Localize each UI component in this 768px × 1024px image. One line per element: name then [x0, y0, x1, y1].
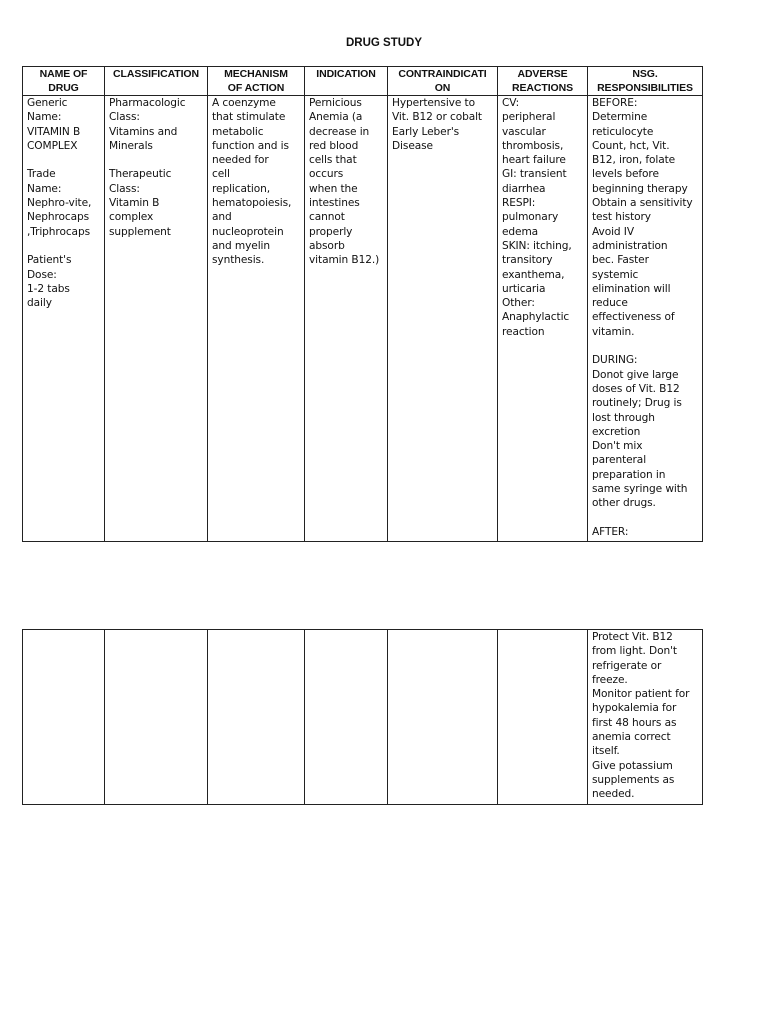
table-row — [23, 96, 703, 542]
cell-empty — [305, 630, 388, 805]
cell-nsg-responsibilities: BEFORE: Determine reticulocyte Count, hct, Vit. B12, iron, folate levels before beginning therapy Obtain a sensitivity test history Avoid IV administration bec. Faster systemic elimination will reduce effectiveness of vitamin. DURING: Donot give large doses of Vit. B12 routinely; Drug is lost through excretion Don't mix parenteral preparation in same syringe with other drugs. AFTER: — [588, 96, 703, 542]
page-title: DRUG STUDY — [345, 37, 423, 49]
cell-empty — [23, 630, 105, 805]
cell-empty — [388, 630, 498, 805]
header-indication: INDICATION — [305, 67, 388, 96]
cell-name-of-drug: Generic Name: VITAMIN B COMPLEX Trade Name: Nephro-vite, Nephrocaps ,Triphrocaps Patient's Dose: 1-2 tabs daily — [23, 96, 105, 542]
header-contraindication: CONTRAINDICATI ON — [388, 67, 498, 96]
header-row — [23, 67, 703, 96]
header-adverse-reactions: ADVERSE REACTIONS — [498, 67, 588, 96]
cell-adverse-reactions: CV: peripheral vascular thrombosis, heart failure GI: transient diarrhea RESPI: pulmonary edema SKIN: itching, transitory exanthema, urticaria Other: Anaphylactic reaction — [498, 96, 588, 542]
header-nsg-responsibilities: NSG. RESPONSIBILITIES — [588, 67, 703, 96]
cell-classification: Pharmacologic Class: Vitamins and Minerals Therapeutic Class: Vitamin B complex supplement — [105, 96, 208, 542]
table-row — [23, 630, 703, 805]
cell-empty — [498, 630, 588, 805]
cell-nsg-responsibilities-after: Protect Vit. B12 from light. Don't refrigerate or freeze. Monitor patient for hypokalemia for first 48 hours as anemia correct itself. Give potassium supplements as needed. — [588, 630, 703, 805]
header-mechanism-of-action: MECHANISM OF ACTION — [208, 67, 305, 96]
cell-empty — [208, 630, 305, 805]
cell-mechanism: A coenzyme that stimulate metabolic function and is needed for cell replication, hematopoiesis, and nucleoprotein and myelin synthesis. — [208, 96, 305, 542]
cell-empty — [105, 630, 208, 805]
header-name-of-drug: NAME OF DRUG — [23, 67, 105, 96]
cell-contraindication: Hypertensive to Vit. B12 or cobalt Early Leber's Disease — [388, 96, 498, 542]
cell-indication: Pernicious Anemia (a decrease in red blood cells that occurs when the intestines cannot properly absorb vitamin B12.) — [305, 96, 388, 542]
header-classification: CLASSIFICATION — [105, 67, 208, 96]
drug-study-table — [22, 66, 703, 542]
drug-study-table-continued — [22, 629, 703, 805]
